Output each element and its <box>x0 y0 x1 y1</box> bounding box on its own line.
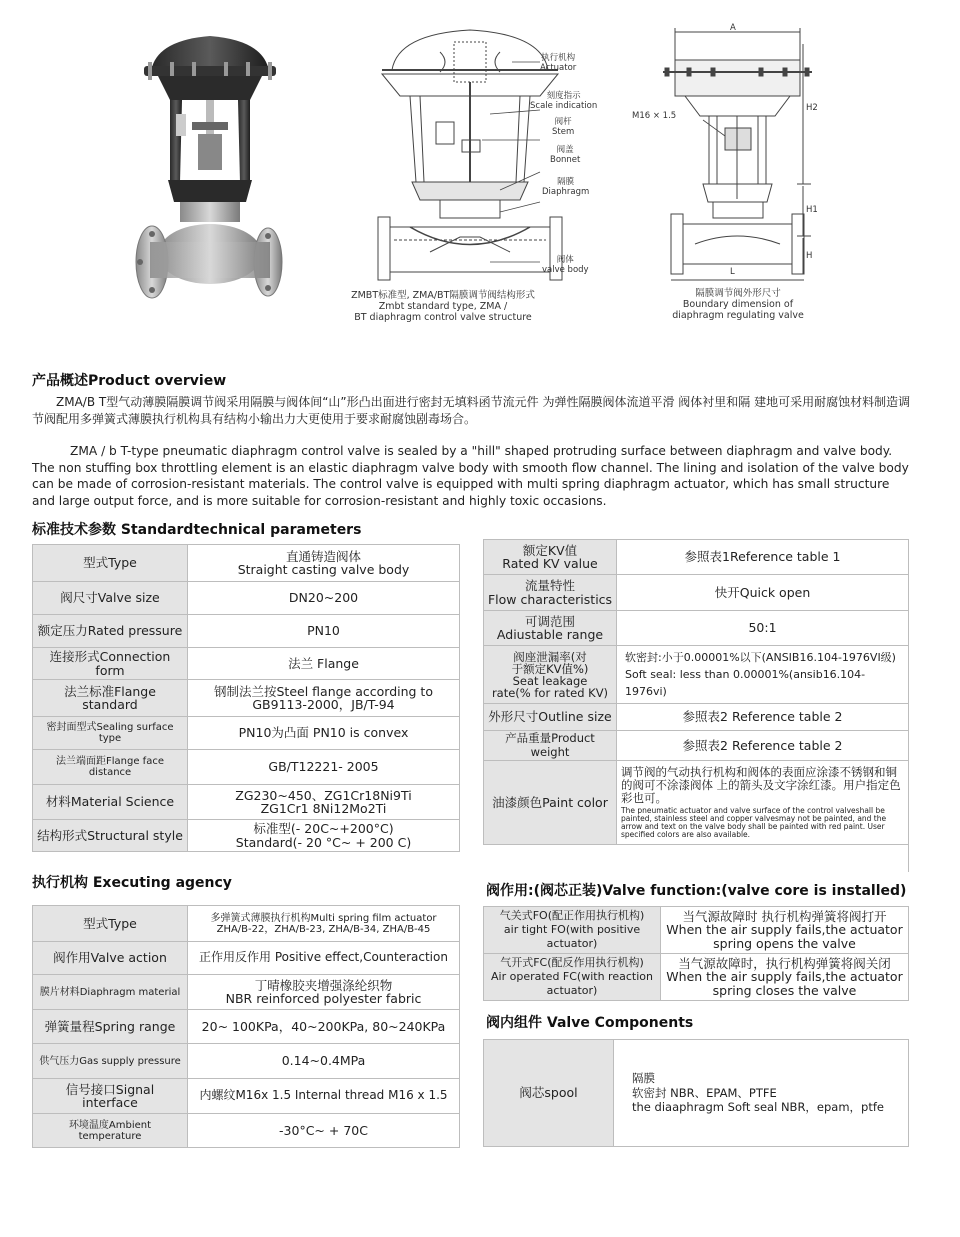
callout-bonnet: 阀盖 Bonnet <box>550 145 581 165</box>
param-key: 外形尺寸Outline size <box>484 704 617 731</box>
overview-cn: ZMA/B T型气动薄膜隔膜调节阀采用隔膜与阀体间“山”形凸出面进行密封无填料函节流元件 为弹性隔膜阀体流道平滑 阀体衬里和隔 建地可采用耐腐蚀材料制造调节阀配用多弹簧式薄膜执行机构具有结构小输出力大更使用于要求耐腐蚀剧毒场合。 <box>32 395 911 426</box>
component-key: 阀芯spool <box>484 1040 614 1147</box>
param-key: 膜片材料Diaphragm material <box>33 975 188 1010</box>
table-row <box>33 615 460 648</box>
param-key: 供气压力Gas supply pressure <box>33 1044 188 1079</box>
param-value: 50:1 <box>617 611 909 646</box>
param-value: 20~ 100KPa，40~200KPa, 80~240KPa <box>188 1010 460 1044</box>
table-row <box>33 906 460 942</box>
param-key: 结构形式Structural style <box>33 820 188 852</box>
param-key: 阀座泄漏率(对 于额定KV值%) Seat leakage rate(% for rated KV) <box>484 646 617 704</box>
table-row <box>484 646 909 704</box>
param-value: 法兰 Flange <box>188 648 460 680</box>
param-value: DN20~200 <box>188 582 460 615</box>
param-value: 多弹簧式薄膜执行机构Multi spring film actuator ZHA/B-22，ZHA/B-23, ZHA/B-34, ZHA/B-45 <box>188 906 460 942</box>
param-key: 产品重量Product weight <box>484 731 617 761</box>
param-key: 型式Type <box>33 545 188 582</box>
param-key: 环境温度Ambient temperature <box>33 1114 188 1148</box>
callout-body: 阀体 valve body <box>542 255 589 275</box>
table-row <box>33 1079 460 1114</box>
param-key: 材料Material Science <box>33 785 188 820</box>
callout-actuator: 执行机构 Actuator <box>540 53 577 73</box>
table-row <box>33 545 460 582</box>
param-value: 标准型(- 20C~+200°C) Standard(- 20 °C~ + 200 C) <box>188 820 460 852</box>
table-row <box>33 648 460 680</box>
param-value: 正作用反作用 Positive effect,Counteraction <box>188 942 460 975</box>
standard-table-right <box>483 539 909 845</box>
dim-a-label: A <box>730 23 736 33</box>
function-value: 当气源故障时，执行机构弹簧将阀关闭 When the air supply fails,the actuator spring closes the valve <box>661 954 909 1001</box>
structure-caption: ZMBT标准型, ZMA/BT隔膜调节阀结构形式 Zmbt standard type, ZMA / BT diaphragm control valve structure <box>351 290 535 323</box>
param-value: PN10为凸面 PN10 is convex <box>188 717 460 750</box>
dim-h2-label: H2 <box>806 103 818 113</box>
param-key: 额定KV值 Rated KV value <box>484 540 617 575</box>
table-row <box>33 1010 460 1044</box>
table-row <box>33 820 460 852</box>
dim-m16-label: M16 × 1.5 <box>632 111 677 121</box>
table-row <box>33 582 460 615</box>
table-row <box>33 942 460 975</box>
param-value: -30°C~ + 70C <box>188 1114 460 1148</box>
param-key: 型式Type <box>33 906 188 942</box>
valve-function-table <box>483 906 909 1001</box>
table-row <box>484 761 909 845</box>
param-value: 钢制法兰按Steel flange according to GB9113-2000，JB/T-94 <box>188 680 460 717</box>
param-key: 阀作用Valve action <box>33 942 188 975</box>
component-value: 隔膜 软密封 NBR、EPAM、PTFE the diaaphragm Soft seal NBR，epam，ptfe <box>614 1040 909 1147</box>
param-key: 额定压力Rated pressure <box>33 615 188 648</box>
param-value: GB/T12221- 2005 <box>188 750 460 785</box>
param-key: 弹簧量程Spring range <box>33 1010 188 1044</box>
param-key: 信号接口Signal interface <box>33 1079 188 1114</box>
table-row <box>484 1040 909 1147</box>
standard-table-left <box>32 544 460 852</box>
executing-heading: 执行机构 Executing agency <box>32 875 232 891</box>
param-value: 软密封:小于0.00001%以下(ANSIB16.104-1976VI级) Soft seal: less than 0.00001%(ansib16.104- 1976vi) <box>617 646 909 704</box>
table-row <box>484 540 909 575</box>
param-key: 阀尺寸Valve size <box>33 582 188 615</box>
components-heading: 阀内组件 Valve Components <box>486 1015 694 1031</box>
function-value: 当气源故障时 执行机构弹簧将阀打开 When the air supply fails,the actuator spring opens the valve <box>661 907 909 954</box>
param-value: PN10 <box>188 615 460 648</box>
valve-function-heading: 阀作用:(阀芯正装)Valve function:(valve core is installed) <box>486 883 907 899</box>
table-row <box>33 785 460 820</box>
table-row <box>33 1114 460 1148</box>
param-value: 内螺纹M16x 1.5 Internal thread M16 x 1.5 <box>188 1079 460 1114</box>
valve-photo <box>130 22 290 312</box>
param-key: 法兰端面距Flange face distance <box>33 750 188 785</box>
param-key: 可调范围 Adiustable range <box>484 611 617 646</box>
boundary-caption: 隔膜调节阀外形尺寸 Boundary dimension of diaphragm regulating valve <box>672 288 804 321</box>
callout-stem: 阀杆 Stem <box>552 117 575 137</box>
param-key: 密封面型式Sealing surface type <box>33 717 188 750</box>
param-value: 参照表1Reference table 1 <box>617 540 909 575</box>
dim-h1-label: H1 <box>806 205 818 215</box>
table-row <box>33 750 460 785</box>
param-value: ZG230~450、ZG1Cr18Ni9Ti ZG1Cr1 8Ni12Mo2Ti <box>188 785 460 820</box>
param-value: 快开Quick open <box>617 575 909 611</box>
param-value: 调节阀的气动执行机构和阀体的表面应涂漆不锈钢和铜的阀可不涂漆阀体 上的箭头及文字涂红漆。用户指定色彩也可。 The pneumatic actuator and valve surface of the control valveshall be painted, stainless steel and copper valvesmay not be painted, and the arrow and text on the valve body shall be painted with red paint. User specified colors are also available. <box>617 761 909 845</box>
overview-en: ZMA / b T-type pneumatic diaphragm control valve is sealed by a "hill" shaped protruding surface between diaphragm and valve body. The non stuffing box throttling element is an elastic diaphragm valve body with smooth flow channel. The lining and isolation of the valve body can be made of corrosion-resistant materials. The control valve is equipped with multi spring diaphragm actuator, which has small structure and large output force, and is more suitable for corrosion-resistant and highly toxic occasions. <box>32 444 909 508</box>
function-key: 气关式FO(配正作用执行机构) air tight FO(with positive actuator) <box>484 907 661 954</box>
table-row <box>484 611 909 646</box>
table-row <box>484 954 909 1001</box>
boundary-drawing <box>655 24 820 286</box>
dim-l-label: L <box>730 267 735 277</box>
param-value: 直通铸造阀体 Straight casting valve body <box>188 545 460 582</box>
standard-heading: 标准技术参数 Standardtechnical parameters <box>32 522 362 538</box>
function-key: 气开式FC(配反作用执行机构) Air operated FC(with reaction actuator) <box>484 954 661 1001</box>
param-key: 法兰标准Flange standard <box>33 680 188 717</box>
right-table-edge <box>908 838 909 872</box>
param-value: 参照表2 Reference table 2 <box>617 731 909 761</box>
table-row <box>484 704 909 731</box>
callout-scale: 刻度指示 Scale indication <box>530 91 598 111</box>
param-key: 连接形式Connection form <box>33 648 188 680</box>
overview-heading: 产品概述Product overview <box>32 373 227 389</box>
param-value: 0.14~0.4MPa <box>188 1044 460 1079</box>
param-key: 流量特性 Flow characteristics <box>484 575 617 611</box>
dim-h-label: H <box>806 251 813 261</box>
param-key: 油漆颜色Paint color <box>484 761 617 845</box>
executing-table <box>32 905 460 1148</box>
table-row <box>33 680 460 717</box>
table-row <box>484 575 909 611</box>
callout-diaphragm: 隔膜 Diaphragm <box>542 177 590 197</box>
param-value: 丁晴橡胶夹增强涤纶织物 NBR reinforced polyester fabric <box>188 975 460 1010</box>
components-table <box>483 1039 909 1147</box>
table-row <box>484 731 909 761</box>
table-row <box>484 907 909 954</box>
param-value: 参照表2 Reference table 2 <box>617 704 909 731</box>
table-row <box>33 717 460 750</box>
table-row <box>33 975 460 1010</box>
table-row <box>33 1044 460 1079</box>
